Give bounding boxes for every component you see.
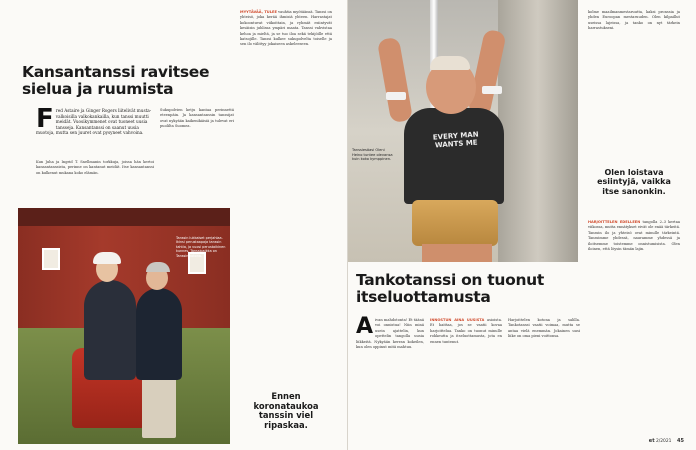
left-page-title: Kansantanssi ravitsee sielua ja ruumista: [22, 63, 210, 98]
left-lead-paragraph: [36, 104, 156, 136]
curtain: [498, 0, 578, 262]
left-lead-text: red Astaire ja Ginger Rogers liitelivät musta-valkoisilla valkokankailla, kun tanssi muutti meidät. Vuosikymmenet ovat tuoneet uusia tansseja. Kansantanssi on saanut uusia muotoja, mutta sen juuret ovat pysyneet vahvoina.: [36, 108, 152, 136]
left-dropcap: F: [36, 104, 54, 134]
man-hair: [430, 56, 470, 70]
shirt-print: EVERY MAN WANTS ME: [432, 130, 479, 150]
dancer-woman-cap: [93, 252, 121, 264]
page-footer: [649, 438, 684, 444]
right-dropcap: A: [356, 314, 374, 339]
left-pullquote: Ennen koronataukoa tanssin viel ripaskaa.: [253, 391, 319, 430]
right-column-4-top-text: kolme maailmanmestaruutta, kaksi pronssia ja yhden Euroopan mestaruuden. Olen kilpaillut useissa lajeissa, ja tanko on nyt tärkein harrastukseni.: [588, 10, 680, 31]
dancer-man-hair: [146, 262, 170, 272]
right-column-4-kicker: HARJOITTELEN EDELLEEN: [588, 220, 641, 224]
left-column-2: [160, 108, 234, 204]
left-column-3: [240, 10, 332, 390]
right-column-c: [508, 318, 580, 436]
man-gold-shorts: [412, 200, 498, 246]
left-column-3-kicker: MYYTÄVÄÄ, TULEE: [240, 10, 277, 14]
folk-dancers-photo: [18, 208, 230, 444]
right-page-title: Tankotanssi on tuonut itseluottamusta: [356, 271, 545, 306]
issue-number: 2/2021: [655, 439, 672, 444]
right-column-a-text: ivan mahdotonta! Et täänä voi onnistua! Niin minä usein ajattelin, kun opettelin tangolla uusia liikkeitä. Nykyään kerran kokeilen, kun olen oppinut mitä mahtuu.: [356, 318, 424, 350]
right-photo-caption: Tanssiesäasi Oleni Heino tuntee olevansa kuin koko kymppinen.: [352, 148, 393, 162]
magazine-name: et: [648, 438, 655, 444]
man-shirt: [404, 108, 504, 204]
wristband: [482, 86, 502, 94]
dancer-woman: [84, 280, 136, 380]
right-column-4-top: [588, 10, 680, 160]
right-column-4-bottom-text: tangolla 2–3 kertaa viikossa, mutta ennätykset eivät ole enää tärkeitä. Tanssin ilo ja yhteisö ovat minulle tärkeintä. Tanssimme yhdessä, nauramme yhdessä ja iloitsemme toistemme onnistumisista. Olen iloinen, että löysin tämän lajin.: [588, 220, 680, 252]
wristband: [386, 92, 406, 100]
right-pullquote: Olen loistava esiintyjä, vaikka itse sanonkin.: [597, 168, 671, 196]
left-column-1: [36, 160, 154, 204]
right-page: [348, 0, 696, 450]
right-column-b-kicker: INNOSTUN AINA UUSISTA: [430, 318, 485, 322]
left-photo-caption: Tanssin lukkaiset perjahlaa. Ikinsi perustaapaja tanssin tahtia, ja vuosi perustaikinen kunnes. Tanssipaikka on Tanssin kotona.: [176, 236, 226, 258]
right-column-4-bottom: [588, 220, 680, 420]
right-column-b: [430, 318, 502, 436]
man-legs: [422, 244, 492, 262]
barn-window: [42, 248, 60, 270]
pole-dancer-photo: [348, 0, 578, 262]
page-number: 45: [677, 438, 684, 444]
right-column-a: [356, 314, 424, 436]
right-column-b-text: asioista. Et haittaa, jos se vaatii kovaa harjoittelua. Tanko on tuonut minulle rohkeutta ja itseluottamusta, jota en ennen tuntenut.: [430, 318, 502, 344]
left-column-3-text: vauhtia myötäänsä. Tanssi on yhteisö, joka kerää ihmisiä yhteen. Harrastajat kokoontuvat viikoittain, ja ryhmät esiintyvät kesäisin juhlissa ympäri maata. Tanssi vahvistaa kehoa ja mieltä, ja se tuo iloa sekä tekijöille että katsojille. Tanssi kulkee sukupolvelta toiselle ja sen ilo välittyy jokaiseen askeleeseen.: [240, 10, 332, 47]
dancer-man-legs: [142, 378, 176, 438]
dancer-man: [136, 288, 182, 380]
left-column-1-text: Kun Juha ja Ingrid T. Snellmanin torkkuja, joissa hän kertoi kansantanssista, perinne on kantanut meidät. Itse kansantanssi on kulkenut mukana koko elämän.: [36, 160, 154, 175]
man-left-arm: [377, 37, 413, 124]
right-column-c-text: Harjoittelen kotona ja salilla. Tankotanssi vaatii voimaa, mutta se antaa vielä enemmän. Jokainen uusi liike on oma pieni voittonsa.: [508, 318, 580, 339]
left-column-2-text: Sukupolvien ketju kantaa perinnettä eteenpäin. Ja kansantanssin tanssijat ovat nykyään kaikenikäisiä ja tulevat eri puolilta Suomea.: [160, 108, 234, 129]
